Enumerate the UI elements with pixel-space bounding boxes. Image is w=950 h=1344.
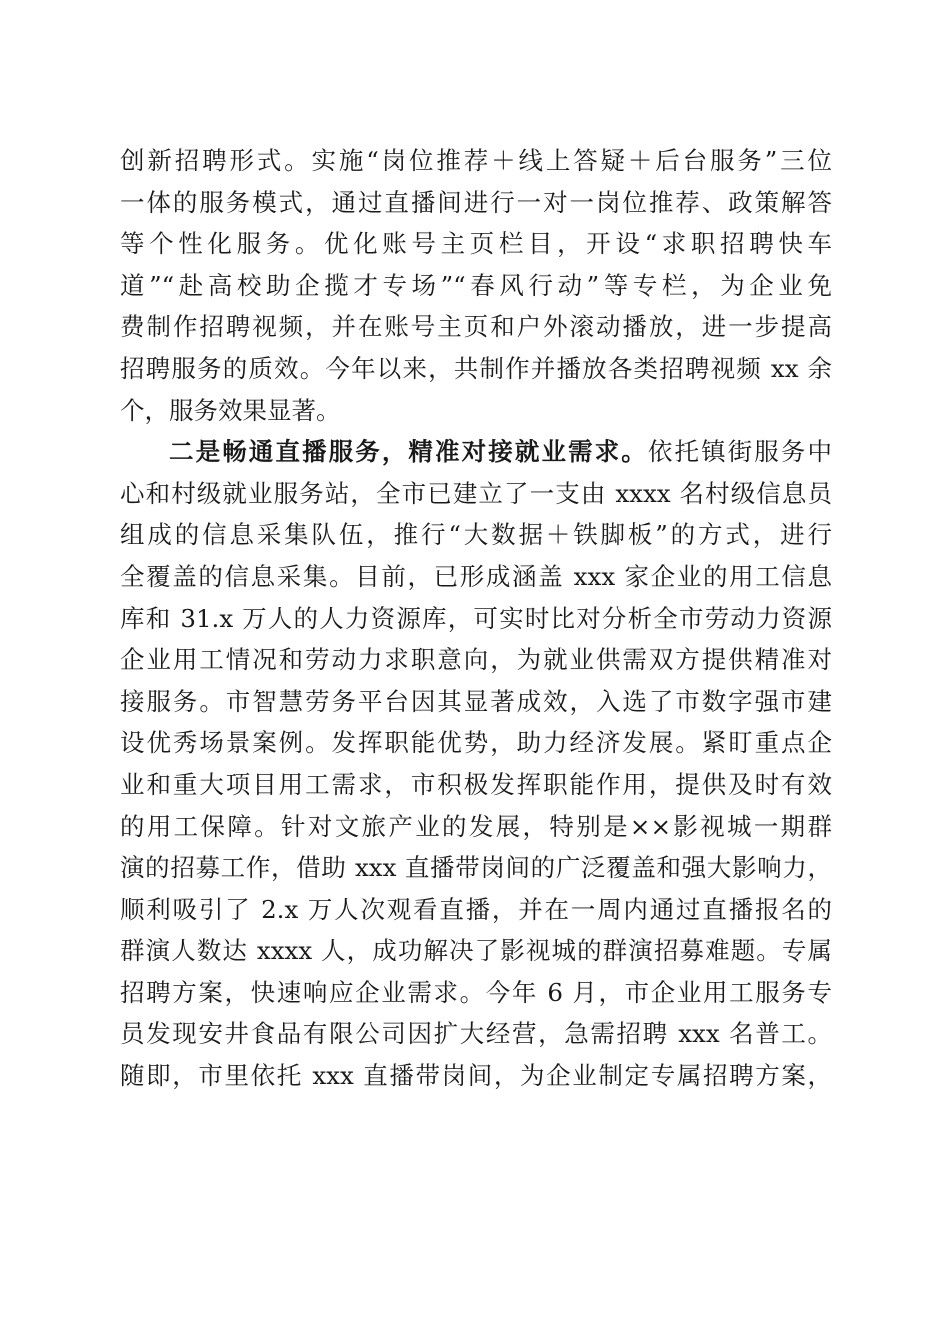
paragraph-line: 顺利吸引了 2.x 万人次观看直播，并在一周内通过直播报名的 [120,894,832,924]
paragraph-line: 业和重大项目用工需求，市积极发挥职能作用，提供及时有效 [120,769,832,799]
paragraph-line: 群演人数达 xxxx 人，成功解决了影视城的群演招募难题。专属 [120,936,832,966]
paragraph-line: 演的招募工作，借助 xxx 直播带岗间的广泛覆盖和强大影响力， [120,853,832,883]
paragraph-line: 随即，市里依托 xxx 直播带岗间，为企业制定专属招聘方案， [120,1061,832,1091]
paragraph-line: 创新招聘形式。实施“岗位推荐＋线上答疑＋后台服务”三位 [120,146,832,175]
paragraph-line: 企业用工情况和劳动力求职意向，为就业供需双方提供精准对 [120,645,832,675]
paragraph-line: 费制作招聘视频，并在账号主页和户外滚动播放，进一步提高 [120,312,832,342]
paragraph-line: 接服务。市智慧劳务平台因其显著成效，入选了市数字强市建 [120,686,832,716]
paragraph-2 [120,431,832,1097]
paragraph-heading: 二是畅通直播服务，精准对接就业需求。 [169,437,648,467]
paragraph-line: 招聘方案，快速响应企业需求。今年 6 月，市企业用工服务专 [120,977,832,1007]
paragraph-line: 库和 31.x 万人的人力资源库，可实时比对分析全市劳动力资源 [120,603,832,633]
paragraph-line: 个，服务效果显著。 [120,395,341,425]
paragraph-line: 道”“赴高校助企揽才专场”“春风行动”等专栏，为企业免 [120,270,832,300]
document-body [120,140,832,1097]
paragraph-line: 组成的信息采集队伍，推行“大数据＋铁脚板”的方式，进行 [120,520,832,550]
paragraph-1 [120,140,832,431]
paragraph-line: 心和村级就业服务站，全市已建立了一支由 xxxx 名村级信息员 [120,478,832,508]
paragraph-line: 招聘服务的质效。今年以来，共制作并播放各类招聘视频 xx 余 [120,353,832,383]
paragraph-line: 员发现安井食品有限公司因扩大经营，急需招聘 xxx 名普工。 [120,1019,832,1049]
paragraph-line: 全覆盖的信息采集。目前，已形成涵盖 xxx 家企业的用工信息 [120,561,832,591]
paragraph-line: 设优秀场景案例。发挥职能优势，助力经济发展。紧盯重点企 [120,728,832,758]
paragraph-heading-rest: 依托镇街服务中 [647,437,832,467]
paragraph-line: 一体的服务模式，通过直播间进行一对一岗位推荐、政策解答 [120,187,832,217]
paragraph-line: 的用工保障。针对文旅产业的发展，特别是××影视城一期群 [120,811,832,841]
paragraph-line: 等个性化服务。优化账号主页栏目，开设“求职招聘快车 [120,229,832,259]
paragraph-first-line [120,431,832,473]
